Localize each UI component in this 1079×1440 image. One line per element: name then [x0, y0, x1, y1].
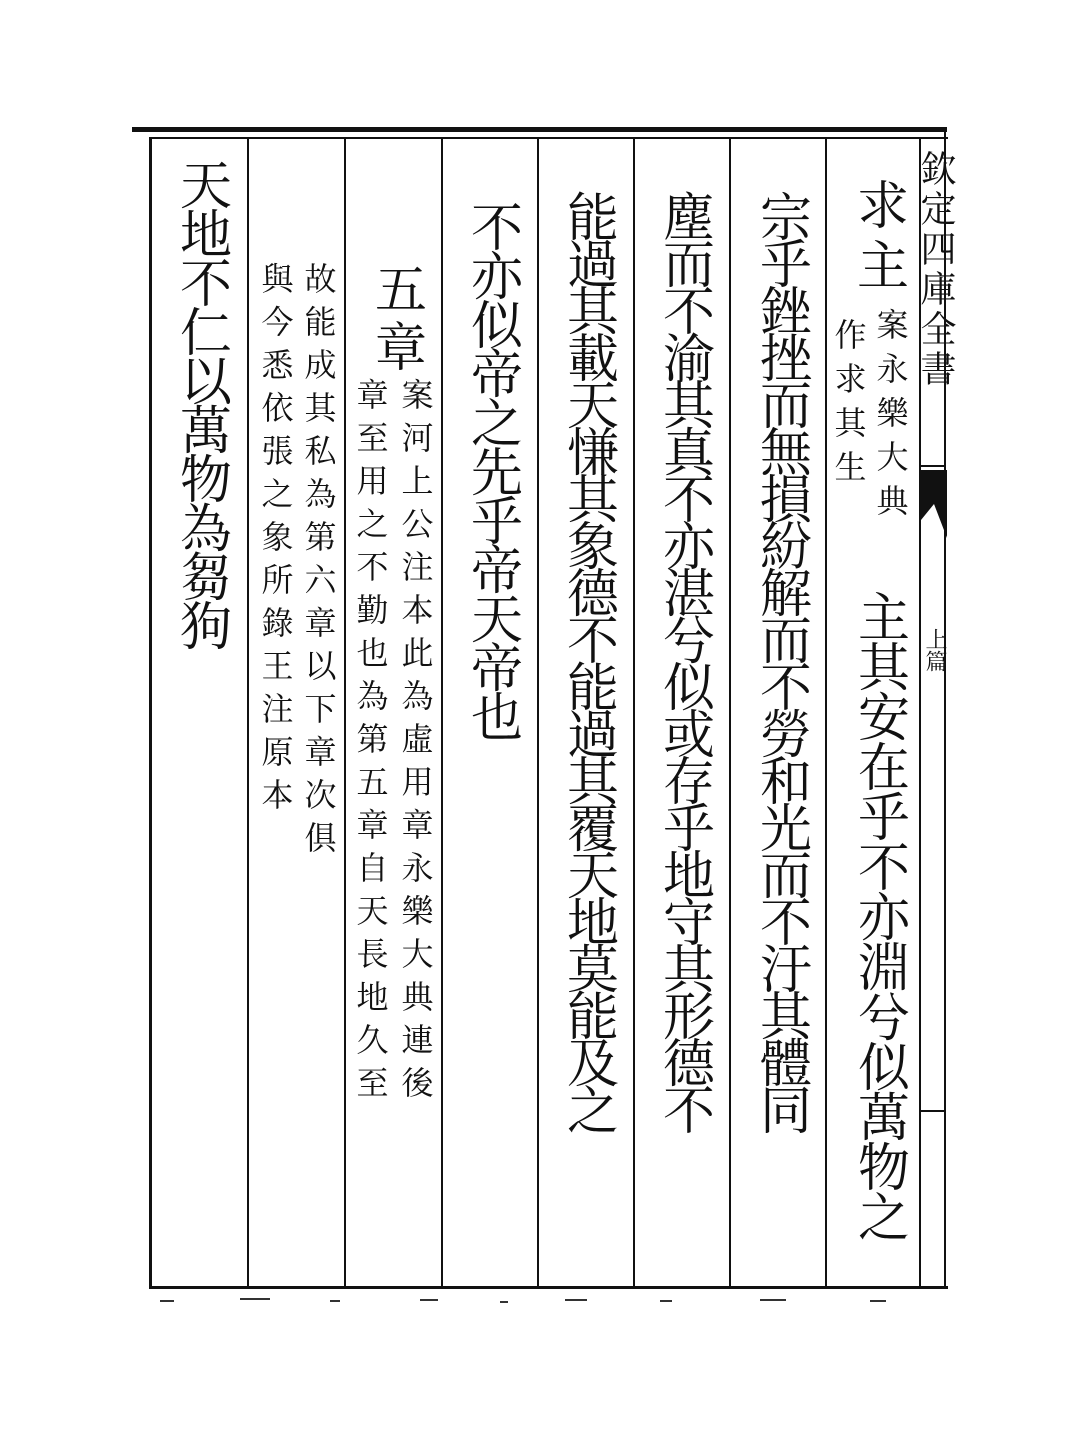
column-divider: [441, 139, 443, 1286]
text-column-chars: 主其安在乎不亦淵兮似萬物之: [848, 590, 909, 1240]
section-label-text: 上篇: [922, 628, 947, 672]
scan-speck: [500, 1301, 508, 1303]
scan-speck: [330, 1300, 340, 1302]
annotation-column: [395, 378, 435, 1109]
text-column: [848, 590, 908, 1240]
scan-speck: [760, 1299, 786, 1301]
top-border: [132, 127, 947, 132]
annotation-chars: 案河上公注本此為虛用章永樂大典連後: [396, 378, 435, 1109]
annotation-column: [298, 262, 338, 864]
annotation-chars: 故能成其私為第六章以下章次俱: [299, 262, 338, 864]
top-border-inner: [150, 137, 948, 139]
annotation-column: [870, 308, 910, 528]
scan-speck: [870, 1300, 886, 1302]
scan-speck: [660, 1300, 672, 1302]
annotation-chars: 作求其生: [829, 318, 868, 494]
text-column: [847, 178, 907, 298]
text-column-chars: 求主: [847, 178, 908, 298]
chapter-heading: [365, 262, 425, 378]
column-divider: [729, 139, 731, 1286]
bottom-border: [150, 1286, 948, 1289]
scan-speck: [240, 1298, 270, 1300]
column-divider: [344, 139, 346, 1286]
text-column-chars: 天地不仁以萬物為芻狗: [170, 158, 231, 648]
margin-rule: [921, 1110, 946, 1112]
text-column: [170, 158, 230, 648]
column-divider: [247, 139, 249, 1286]
fish-tail-mark-icon: [921, 470, 947, 540]
annotation-chars: 章至用之不勤也為第五章自天長地久至: [351, 378, 390, 1109]
text-column: [461, 200, 521, 739]
column-divider: [537, 139, 539, 1286]
scan-speck: [420, 1299, 438, 1301]
chapter-heading-text: 五章: [365, 262, 426, 378]
text-column: [557, 190, 617, 1130]
annotation-chars: 與今悉依張之象所錄王注原本: [256, 262, 295, 821]
column-divider: [825, 139, 827, 1286]
annotation-column: [828, 318, 868, 494]
margin-rule: [921, 465, 946, 467]
annotation-chars: 案永樂大典: [871, 308, 910, 528]
text-column: [750, 190, 810, 1130]
text-column-chars: 宗乎銼挫而無損紛解而不勞和光而不汙其體同: [750, 190, 811, 1130]
section-label: [921, 628, 947, 672]
text-column: [653, 190, 713, 1130]
text-column-chars: 塵而不渝其真不亦湛兮似或存乎地守其形德不: [653, 190, 714, 1130]
column-divider: [633, 139, 635, 1286]
text-column-chars: 不亦似帝之先乎帝天帝也: [461, 200, 522, 739]
annotation-column: [255, 262, 295, 821]
book-title: [915, 150, 956, 390]
scan-speck: [565, 1299, 587, 1301]
annotation-column: [350, 378, 390, 1109]
book-title-text: 欽定四庫全書: [915, 150, 956, 390]
text-column-chars: 能過其載天慊其象德不能過其覆天地莫能及之: [557, 190, 618, 1130]
scan-speck: [160, 1300, 174, 1302]
left-border: [149, 137, 152, 1289]
